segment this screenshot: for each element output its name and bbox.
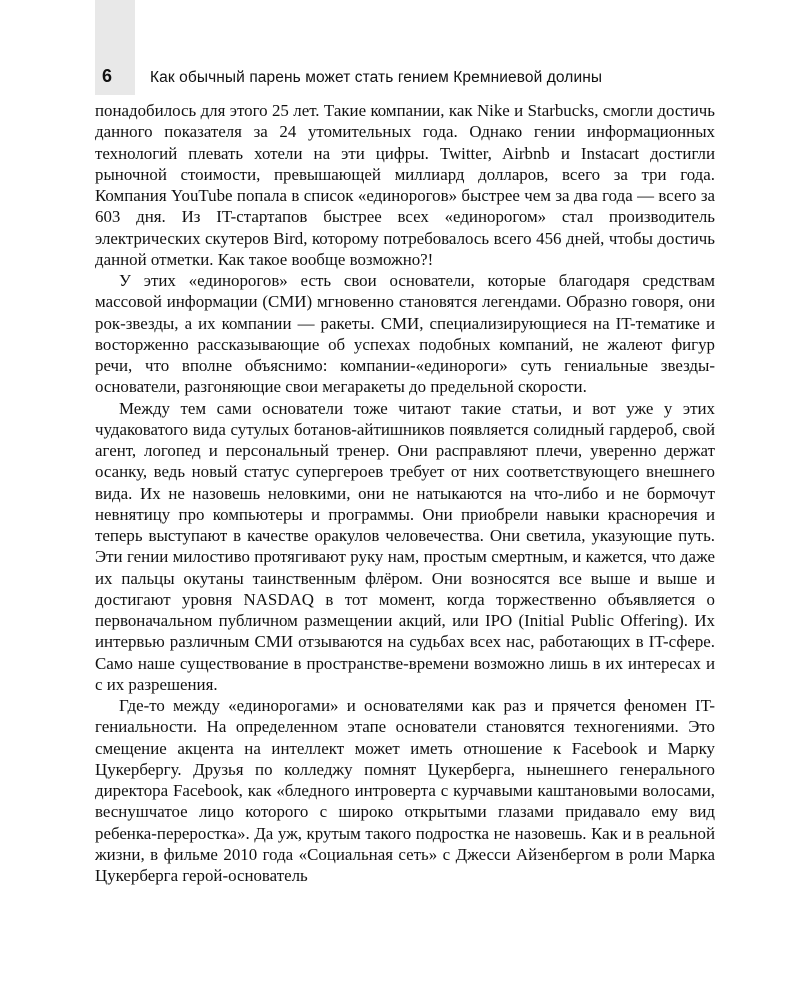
running-title: Как обычный парень может стать гением Кремниевой долины	[150, 69, 603, 86]
paragraph-2: У этих «единорогов» есть свои основатели, которые благодаря средствам массовой информации (СМИ) мгновенно становятся легендами. Образно говоря, они рок-звезды, а их компании — ракеты. СМИ, специализирующиеся на IT-тематике и восторженно рассказывающие об успехах подобных компаний, не жалеют фигур речи, что вполне объяснимо: компании-«единороги» суть гениальные звезды-основатели, разгоняющие свои мегаракеты до предельной скорости.	[95, 271, 715, 397]
paragraph-3: Между тем сами основатели тоже читают такие статьи, и вот уже у этих чудаковатого вида сутулых ботанов-айтишников появляется солидный гардероб, свой агент, логопед и персональный тренер. Они расправляют плечи, уверенно держат осанку, ведь новый статус супергероев требует от них соответствующего внешнего вида. Их не назовешь неловкими, они не натыкаются на что-либо и не бормочут невнятицу про компьютеры и программы. Они приобрели навыки красноречия и теперь выступают в качестве оракулов человечества. Они светила, указующие путь. Эти гении милостиво протягивают руку нам, простым смертным, и кажется, что даже их пальцы окутаны таинственным флёром. Они возносятся все выше и выше и достигают уровня NASDAQ в тот момент, когда торжественно объявляется о первоначальном публичном размещении акций, или IPO (Initial Public Offering). Их интервью различным СМИ отзываются на судьбах всех нас, работающих в IT-сфере. Само наше существование в пространстве-времени возможно лишь в их интересах и с их разрешения.	[95, 398, 715, 694]
paragraph-1: понадобилось для этого 25 лет. Такие компании, как Nike и Starbucks, смогли достичь данного показателя за 24 утомительных года. Однако гении информационных технологий плевать хотели на эти цифры. Twitter, Airbnb и Instacart достигли рыночной стоимости, превышающей миллиард долларов, всего за три года. Компания YouTube попала в список «единорогов» быстрее чем за два года — всего за 603 дня. Из IT-стартапов быстрее всех «единорогом» стал производитель электрических скутеров Bird, которому потребовалось всего 456 дней, чтобы достичь данной отметки. Как такое вообще возможно?!	[95, 101, 715, 269]
page-number: 6	[102, 66, 113, 86]
body-text	[95, 100, 715, 886]
paragraph-4: Где-то между «единорогами» и основателями как раз и прячется феномен IT-гениальности. На определенном этапе основатели становятся техногениями. Это смещение акцента на интеллект может иметь отношение к Facebook и Марку Цукербергу. Друзья по колледжу помнят Цукерберга, нынешнего генерального директора Facebook, как «бледного интроверта с курчавыми каштановыми волосами, веснушчатое лицо которого с широко открытыми глазами придавало ему вид ребенка-переростка». Да уж, крутым такого подростка не назовешь. Как и в реальной жизни, в фильме 2010 года «Социальная сеть» с Джесси Айзенбергом в роли Марка Цукерберга герой-основатель	[95, 696, 715, 885]
running-header	[98, 66, 718, 92]
